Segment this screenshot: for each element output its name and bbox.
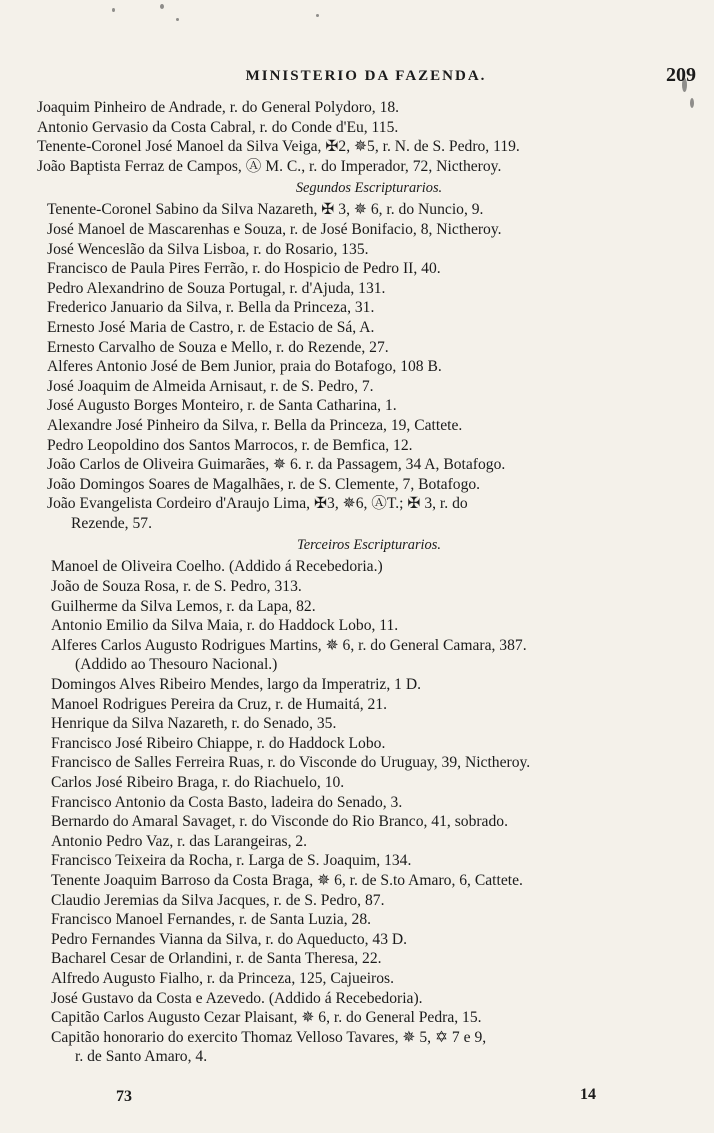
entry-line: Francisco Manoel Fernandes, r. de Santa Luzia, 28.	[51, 911, 372, 929]
entry-line: João Carlos de Oliveira Guimarães, ✵ 6. r. da Passagem, 34 A, Botafogo.	[47, 456, 506, 474]
section-segundos	[37, 200, 701, 533]
section-heading: Terceiros Escripturarios.	[297, 537, 441, 554]
entry-line: Tenente-Coronel José Manoel da Silva Veiga, ✠2, ✵5, r. N. de S. Pedro, 119.	[37, 138, 520, 156]
section-heading: Segundos Escripturarios.	[295, 180, 443, 197]
ink-speckle	[160, 4, 164, 9]
entry-line: Capitão honorario do exercito Thomaz Velloso Tavares, ✵ 5, ✡ 7 e 9,	[51, 1028, 487, 1046]
catchword: 14	[580, 1086, 596, 1103]
entry-line: Frederico Januario da Silva, r. Bella da Princeza, 31.	[47, 299, 375, 317]
entry-line: José Augusto Borges Monteiro, r. de Santa Catharina, 1.	[47, 397, 397, 415]
entry-line: Ernesto Carvalho de Souza e Mello, r. do Rezende, 27.	[47, 338, 389, 356]
entry-line: Claudio Jeremias da Silva Jacques, r. de S. Pedro, 87.	[51, 891, 385, 909]
entry-line: Antonio Pedro Vaz, r. das Larangeiras, 2.	[51, 832, 308, 850]
entry-line: Tenente-Coronel Sabino da Silva Nazareth, ✠ 3, ✵ 6, r. do Nuncio, 9.	[47, 201, 484, 219]
running-head: MINISTERIO DA FAZENDA.	[245, 68, 487, 84]
entry-line: José Gustavo da Costa e Azevedo. (Addido á Recebedoria).	[51, 989, 423, 1007]
entry-line: Capitão Carlos Augusto Cezar Plaisant, ✵ 6, r. do General Pedra, 15.	[51, 1009, 482, 1027]
entry-line: Pedro Alexandrino de Souza Portugal, r. d'Ajuda, 131.	[47, 279, 386, 297]
entry-line: Antonio Emilio da Silva Maia, r. do Haddock Lobo, 11.	[51, 617, 399, 635]
entry-line: Manoel Rodrigues Pereira da Cruz, r. de Humaitá, 21.	[51, 695, 388, 713]
entry-line: João Evangelista Cordeiro d'Araujo Lima, ✠3, ✵6, ⒶT.; ✠ 3, r. do	[47, 495, 468, 513]
entry-line: Francisco Teixeira da Rocha, r. Larga de S. Joaquim, 134.	[51, 852, 412, 870]
entry-line: Francisco José Ribeiro Chiappe, r. do Haddock Lobo.	[51, 734, 386, 752]
entry-line: Pedro Leopoldino dos Santos Marrocos, r. de Bemfica, 12.	[47, 436, 413, 454]
entry-line: Alferes Antonio José de Bem Junior, praia do Botafogo, 108 B.	[47, 358, 442, 376]
entry-line: Alferes Carlos Augusto Rodrigues Martins, ✵ 6, r. do General Camara, 387.	[51, 636, 527, 654]
page-body	[37, 98, 701, 1067]
entry-line: João Baptista Ferraz de Campos, Ⓐ M. C., r. do Imperador, 72, Nictheroy.	[37, 157, 502, 175]
entry-line: Francisco de Paula Pires Ferrão, r. do Hospicio de Pedro II, 40.	[47, 260, 441, 278]
entry-line: Joaquim Pinheiro de Andrade, r. do General Polydoro, 18.	[37, 99, 400, 116]
entry-line: José Manoel de Mascarenhas e Souza, r. de José Bonifacio, 8, Nictheroy.	[47, 220, 502, 238]
entry-continuation: (Addido ao Thesouro Nacional.)	[75, 656, 278, 674]
entry-line: Domingos Alves Ribeiro Mendes, largo da Imperatriz, 1 D.	[51, 676, 421, 694]
entry-continuation: r. de Santo Amaro, 4.	[75, 1048, 208, 1066]
entry-line: Ernesto José Maria de Castro, r. de Estacio de Sá, A.	[47, 318, 375, 336]
entry-line: Alfredo Augusto Fialho, r. da Princeza, 125, Cajueiros.	[51, 969, 395, 987]
entry-line: Francisco de Salles Ferreira Ruas, r. do Visconde do Uruguay, 39, Nictheroy.	[51, 754, 531, 772]
entry-line: Carlos José Ribeiro Braga, r. do Riachuelo, 10.	[51, 774, 345, 791]
ink-speckle	[176, 18, 179, 21]
page-footer	[36, 1088, 696, 1112]
entry-line: Henrique da Silva Nazareth, r. do Senado, 35.	[51, 715, 337, 733]
signature-mark: 73	[116, 1088, 132, 1105]
entry-line: Tenente Joaquim Barroso da Costa Braga, ✵ 6, r. de S.to Amaro, 6, Cattete.	[51, 871, 523, 889]
ink-speckle	[316, 14, 319, 17]
entry-line: Pedro Fernandes Vianna da Silva, r. do Aqueducto, 43 D.	[51, 930, 408, 948]
entry-line: Antonio Gervasio da Costa Cabral, r. do Conde d'Eu, 115.	[37, 118, 399, 136]
entry-line: Bacharel Cesar de Orlandini, r. de Santa Theresa, 22.	[51, 950, 382, 968]
entry-line: Francisco Antonio da Costa Basto, ladeira do Senado, 3.	[51, 793, 403, 811]
page-number: 209	[666, 64, 696, 86]
entry-line: Alexandre José Pinheiro da Silva, r. Bella da Princeza, 19, Cattete.	[47, 416, 463, 434]
page-header	[36, 64, 696, 90]
entry-line: José Wenceslão da Silva Lisboa, r. do Rosario, 135.	[47, 240, 369, 258]
entry-line: Bernardo do Amaral Savaget, r. do Visconde do Rio Branco, 41, sobrado.	[51, 813, 508, 831]
ink-speckle	[112, 8, 115, 12]
entry-continuation: Rezende, 57.	[71, 514, 152, 532]
entry-line: João Domingos Soares de Magalhães, r. de S. Clemente, 7, Botafogo.	[47, 475, 481, 493]
entry-line: João de Souza Rosa, r. de S. Pedro, 313.	[51, 578, 302, 596]
section-terceiros	[37, 557, 701, 1066]
entry-line: José Joaquim de Almeida Arnisaut, r. de S. Pedro, 7.	[47, 377, 374, 395]
entry-line: Manoel de Oliveira Coelho. (Addido á Recebedoria.)	[51, 558, 383, 576]
entry-line: Guilherme da Silva Lemos, r. da Lapa, 82.	[51, 597, 316, 615]
